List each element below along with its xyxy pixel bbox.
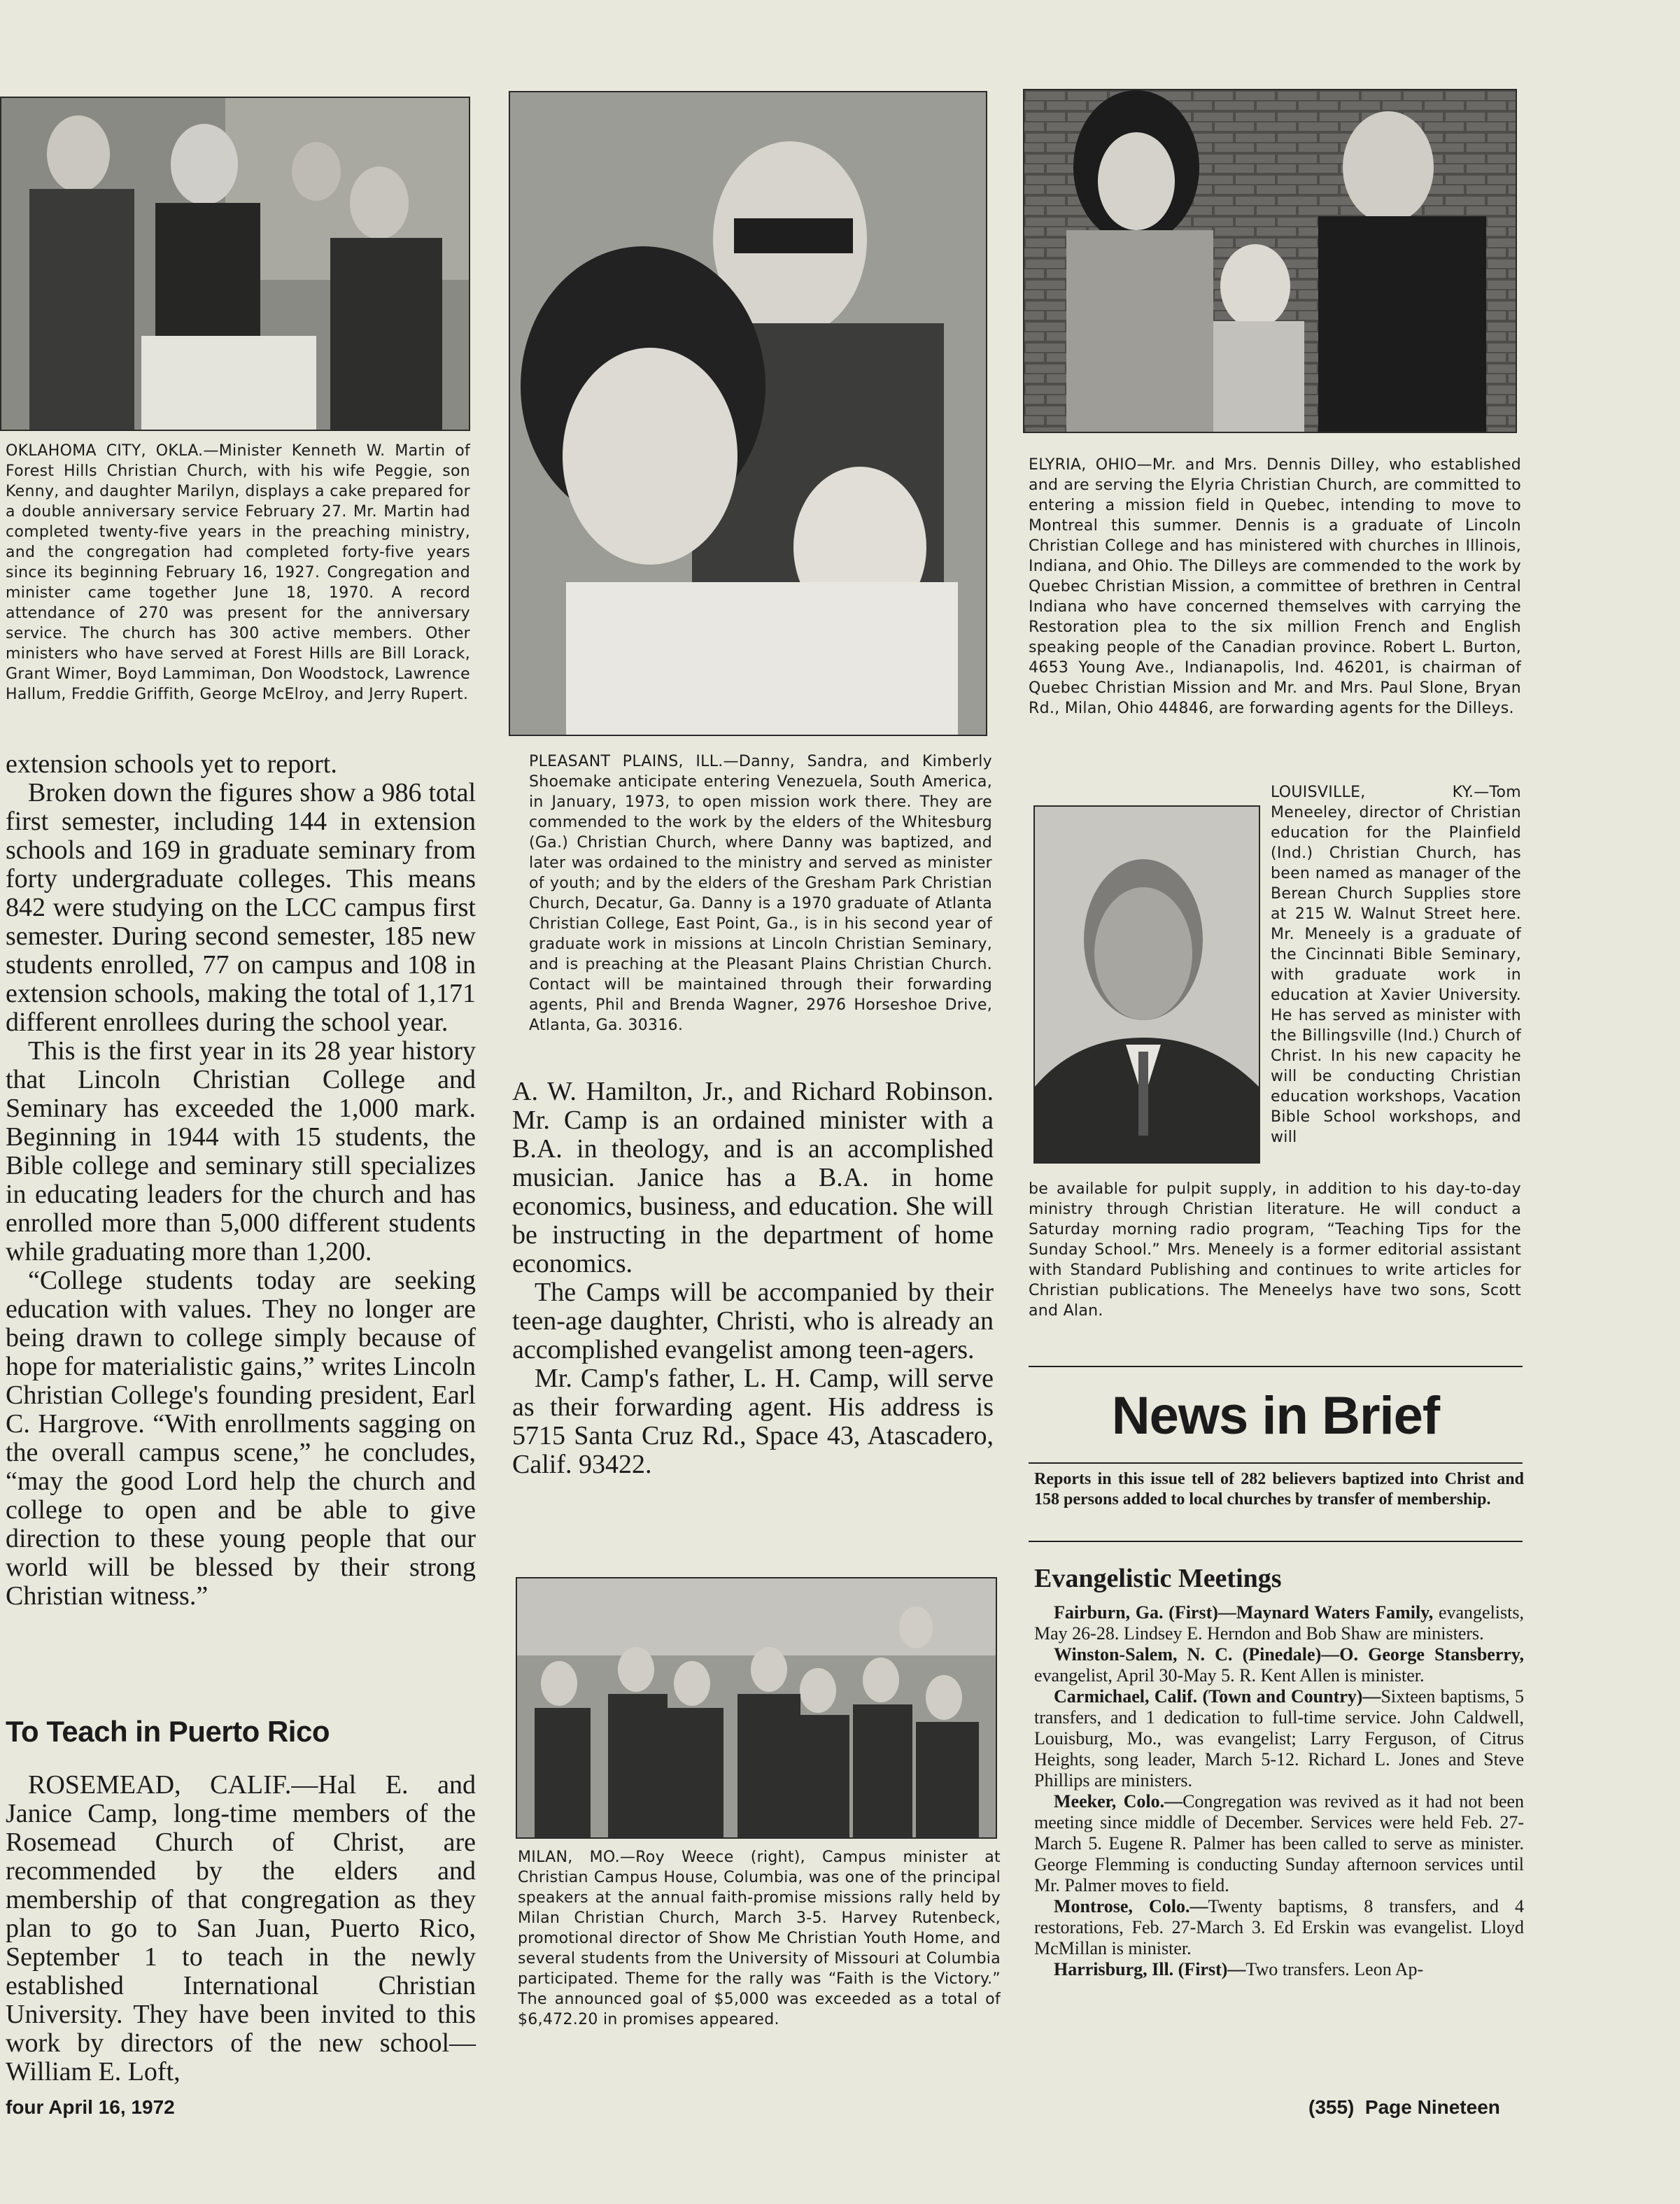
col1-p4: “College students today are seeking education with values. They no longer are being drawn to college simply because of hope for materialistic gains,” writes Lincoln Christian College's founding president, Earl C. Hargrove. “With enrollments sagging on the overall campus scene,” he concludes, “may the good Lord help the church and college to open and be able to give direction to these young people that our world will be blessed by their strong Christian witness.” xyxy=(6,1266,476,1611)
news-bottom-rule xyxy=(1029,1541,1523,1542)
news-item: Winston-Salem, N. C. (Pinedale)—O. George Stansberry, evangelist, April 30-May 5. R. Kent Allen is minister. xyxy=(1034,1644,1524,1686)
louisville-caption-full: be available for pulpit supply, in addition to his day-to-day ministry through Christian literature. He will conduct a Saturday morning radio program, “Teaching Tips for the Sunday School.” Mrs. Meneely is a former editorial assistant with Standard Publishing and continues to write articles for Christian publications. The Meneelys have two sons, Scott and Alan. xyxy=(1029,1180,1521,1320)
footer-right: (355) Page Nineteen xyxy=(1308,2096,1500,2118)
news-top-rule xyxy=(1029,1366,1523,1367)
col2-p2: The Camps will be accompanied by their teen-age daughter, Christi, who is already an accomplished evangelist among teen-agers. xyxy=(512,1278,994,1364)
pleasant-plains-caption: PLEASANT PLAINS, ILL.—Danny, Sandra, and Kimberly Shoemake anticipate entering Venezuela, South America, in January, 1973, to open mission work there. They are commended to the work by the elders of the Whitesburg (Ga.) Christian Church, where Danny was baptized, and later was ordained to the ministry and served as minister of youth; and by the elders of the Gresham Park Christian Church, Decatur, Ga. Danny is a 1970 graduate of Atlanta Christian College, East Point, Ga., is in his second year of graduate work in missions at Lincoln Christian Seminary, and is preaching at the Pleasant Plains Christian Church. Contact will be maintained through their forwarding agents, Phil and Brenda Wagner, 2976 Horseshoe Drive, Atlanta, Ga. 30316. xyxy=(529,753,992,1034)
news-item: Carmichael, Calif. (Town and Country)—Sixteen baptisms, 5 transfers, and 1 dedication to full-time service. John Caldwell, Louisburg, Mo., was evangelist; Larry Ferguson, of Citrus Heights, song leader, March 5-12. Richard L. Jones and Steve Phillips are ministers. xyxy=(1034,1686,1525,1790)
milan-caption: MILAN, MO.—Roy Weece (right), Campus minister at Christian Campus House, Columbia, was one of the principal speakers at the annual faith-promise missions rally held by Milan Christian Church, March 3-5. Harvey Rutenbeck, promotional director of Show Me Christian Youth Home, and several students from the University of Missouri at Columbia participated. Theme for the rally was “Faith is the Victory.” The announced goal of $5,000 was exceeded as a total of $6,472.20 in promises appeared. xyxy=(518,1849,1001,2028)
okc-caption: OKLAHOMA CITY, OKLA.—Minister Kenneth W. Martin of Forest Hills Christian Church, with his wife Peggie, son Kenny, and daughter Marilyn, displays a cake prepared for a double anniversary service February 27. Mr. Martin had completed twenty-five years in the preaching ministry, and the congregation had completed forty-five years since its beginning February 16, 1927. Congregation and minister came together June 18, 1970. A record attendance of 270 was present for the anniversary service. The church has 300 active members. Other ministers who have served at Forest Hills are Bill Lorack, Grant Wimer, Boyd Lammiman, Don Woodstock, Lawrence Hallum, Freddie Griffith, George McElroy, and Jerry Rupert. xyxy=(6,442,470,703)
footer-left: four April 16, 1972 xyxy=(6,2096,175,2118)
okc-photo-image xyxy=(1,98,469,430)
okc-photo xyxy=(0,97,470,431)
column-1-text-2 xyxy=(6,1771,476,2086)
elyria-photo-image xyxy=(1024,90,1516,432)
louisville-photo xyxy=(1033,805,1260,1164)
louisville-caption-side: LOUISVILLE, KY.—Tom Meneeley, director of Christian education for the Plainfield (Ind.) Christian Church, has been named as manager of the Berean Church Supplies store at 215 W. Walnut Street here. Mr. Meneely is a graduate of the Cincinnati Bible Seminary, with graduate work in education at Xavier University. He has served as minister with the Billingsville (Ind.) Church of Christ. In his new capacity he will be conducting Christian education workshops, Vacation Bible School workshops, and will xyxy=(1271,784,1521,1146)
news-summary: Reports in this issue tell of 282 believers baptized into Christ and 158 persons added to local churches by transfer of membership. xyxy=(1034,1470,1524,1509)
news-mid-rule xyxy=(1029,1462,1523,1464)
evangelistic-meetings-heading: Evangelistic Meetings xyxy=(1034,1564,1282,1593)
col1-p2: Broken down the figures show a 986 total first semester, including 144 in extension schools and 169 in graduate seminary from forty undergraduate colleges. This means 842 were studying on the LCC campus first semester. During second semester, 185 new students enrolled, 77 on campus and 108 in extension schools, making the total of 1,171 different enrollees during the school year. xyxy=(6,778,476,1037)
news-item: Meeker, Colo.—Congregation was revived as it had not been meeting since middle of December. Services were held Feb. 27-March 5. Eugene R. Palmer has been called to serve as minister. George Flemming is conducting Sunday afternoon services until Mr. Palmer moves to field. xyxy=(1034,1791,1525,1895)
col1-p1: extension schools yet to report. xyxy=(6,749,337,779)
rosemead-dateline: ROSEMEAD, CALIF. xyxy=(28,1770,292,1800)
news-items xyxy=(1034,1602,1524,1980)
milan-photo xyxy=(516,1577,997,1839)
rosemead-text: —Hal E. and Janice Camp, long-time members of the Rosemead Church of Christ, are recommended by the elders and membership of that congregation as they plan to go to San Juan, Puerto Rico, September 1 to teach in the newly established International Christian University. They have been invited to this work by directors of the new school—William E. Loft, xyxy=(6,1770,476,2086)
louisville-photo-image xyxy=(1035,807,1259,1162)
column-1-text xyxy=(6,750,476,1611)
elyria-caption: ELYRIA, OHIO—Mr. and Mrs. Dennis Dilley, who established and are serving the Elyria Christian Church, are committed to entering a mission field in Quebec, intending to move to Montreal this summer. Dennis is a graduate of Lincoln Christian College and has ministered with churches in Illinois, Indiana, and Ohio. The Dilleys are commended to the work by Quebec Christian Mission, a committee of brethren in Central Indiana who have concerned themselves with carrying the Restoration plea to the six million French and English speaking people of the Canadian province. Robert L. Burton, 4653 Young Ave., Indianapolis, Ind. 46201, is chairman of Quebec Christian Mission and Mr. and Mrs. Paul Slone, Bryan Rd., Milan, Ohio 44846, are forwarding agents for the Dilleys. xyxy=(1029,456,1521,717)
puerto-rico-heading: To Teach in Puerto Rico xyxy=(6,1715,330,1748)
col2-p1: A. W. Hamilton, Jr., and Richard Robinson. Mr. Camp is an ordained minister with a B.A. in theology, and is an accomplished musician. Janice has a B.A. in home economics, business, and education. She will be instructing in the department of home economics. xyxy=(512,1077,994,1278)
col1-p3: This is the first year in its 28 year history that Lincoln Christian College and Seminary has exceeded the 1,000 mark. Beginning in 1944 with 15 students, the Bible college and seminary still specializes in educating leaders for the church and has enrolled more than 5,000 different students while graduating more than 1,200. xyxy=(6,1036,476,1266)
pleasant-plains-photo xyxy=(509,91,987,736)
col1-p5 xyxy=(6,1771,476,2086)
elyria-photo xyxy=(1023,89,1517,433)
news-title: News in Brief xyxy=(1111,1386,1440,1446)
news-item: Montrose, Colo.—Twenty baptisms, 8 transfers, and 4 restorations, Feb. 27-March 3. Ed Erskin was evangelist. Lloyd McMillan is minister. xyxy=(1034,1896,1525,1958)
milan-photo-image xyxy=(517,1578,996,1837)
news-item: Fairburn, Ga. (First)—Maynard Waters Family, evangelists, May 26-28. Lindsey E. Herndon and Bob Shaw are ministers. xyxy=(1034,1602,1524,1644)
col2-p3: Mr. Camp's father, L. H. Camp, will serve as their forwarding agent. His address is 5715 Santa Cruz Rd., Space 43, Atascadero, Calif. 93422. xyxy=(512,1364,994,1479)
pleasant-plains-photo-image xyxy=(510,92,986,735)
column-2-text xyxy=(512,1078,994,1479)
news-item: Harrisburg, Ill. (First)—Two transfers. Leon Ap- xyxy=(1054,1959,1424,1979)
